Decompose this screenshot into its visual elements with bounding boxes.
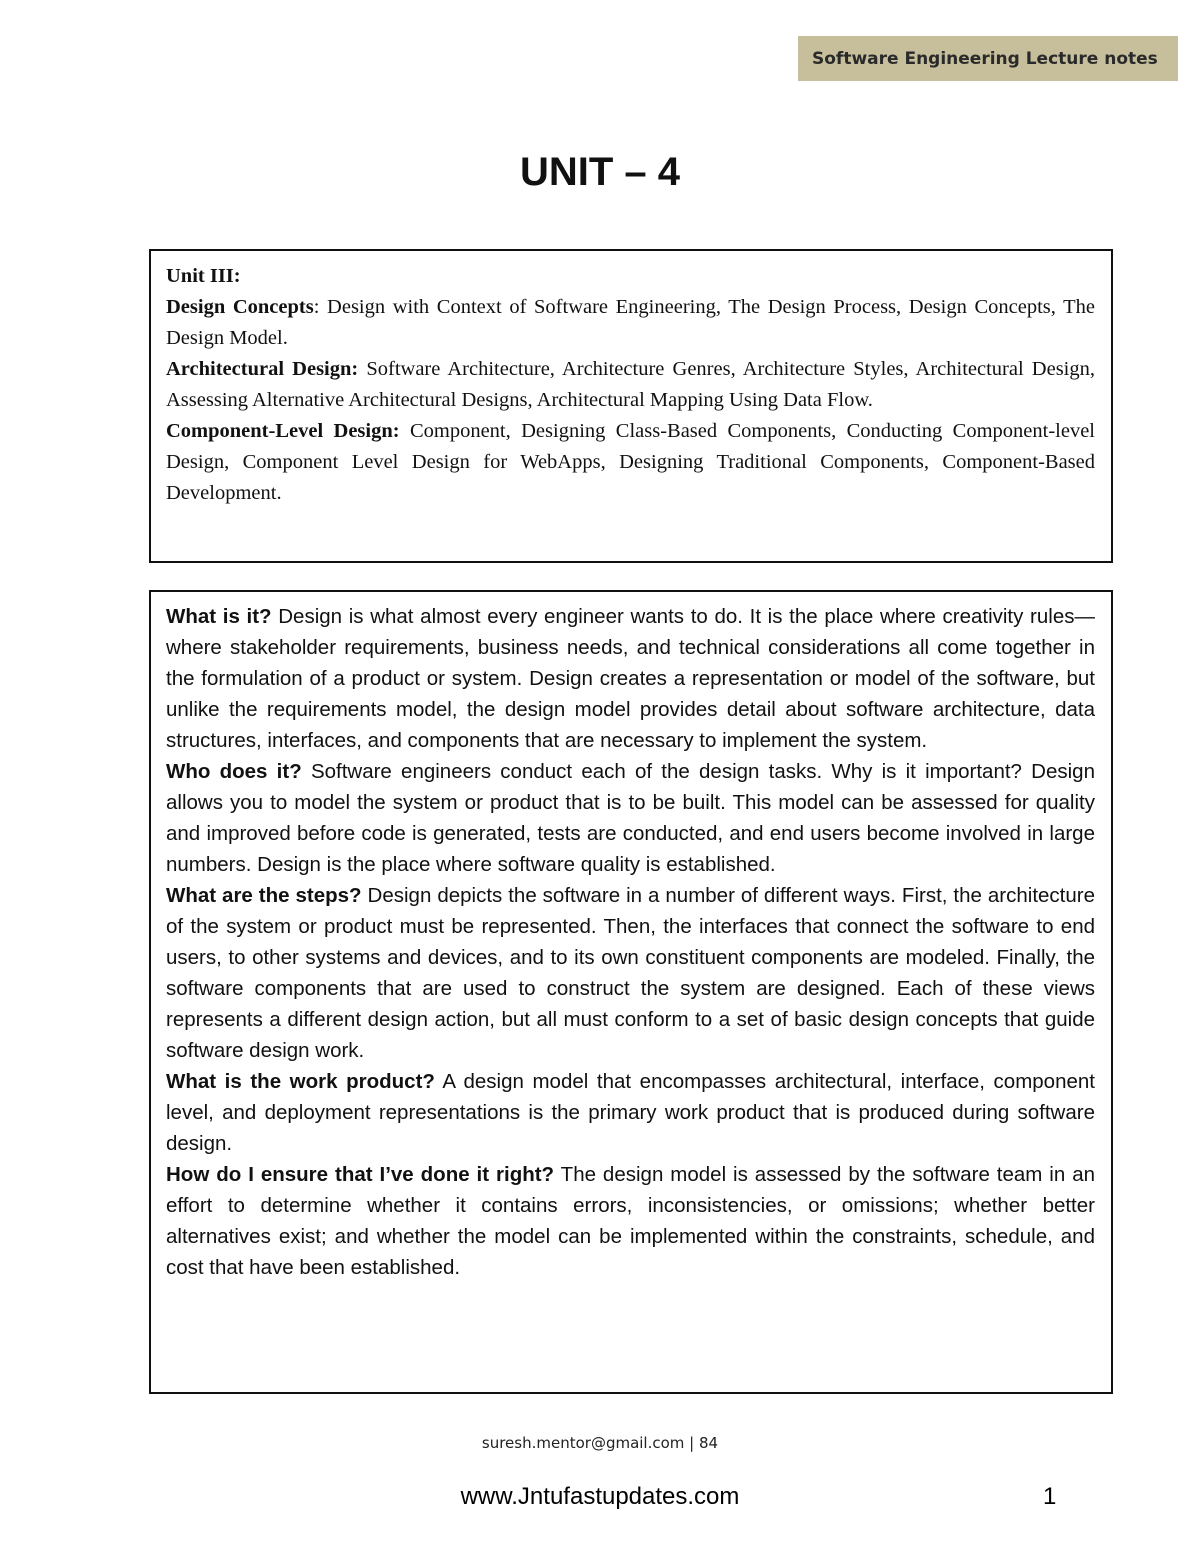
syllabus-text: Design with Context of Software Engineering, The Design Process, Design Concepts, The Design Model. [166,296,1095,349]
overview-question: What is the work product? [166,1070,435,1093]
header-tab-label: Software Engineering Lecture notes [812,48,1158,69]
overview-question: How do I ensure that I’ve done it right? [166,1163,555,1186]
overview-answer: Design depicts the software in a number of different ways. First, the architecture of the system or product must be represented. Then, the interfaces that connect the software to end users, to other systems and devices, and to its own constituent components are modeled. Finally, the software components that are used to construct the system are designed. Each of these views represents a different design action, but all must conform to a set of basic design concepts that guide software design work. [166,884,1095,1062]
syllabus-heading: Architectural Design: [166,358,359,380]
overview-question: Who does it? [166,760,302,783]
syllabus-text: Component, Designing Class-Based Components, Conducting Component-level Design, Component Level Design for WebApps, Designing Traditional Components, Component-Based Development. [166,420,1096,504]
syllabus-section [166,354,1095,416]
overview-item [166,1066,1095,1159]
overview-answer: Software engineers conduct each of the design tasks. Why is it important? Design allows you to model the system or product that is to be built. This model can be assessed for quality and improved before code is generated, tests are conducted, and end users become involved in large numbers. Design is the place where software quality is established. [166,760,1095,876]
footer-email: suresh.mentor@gmail.com | 84 [481,1434,719,1452]
header-tab [798,36,1178,81]
overview-box [149,590,1113,1394]
overview-question: What are the steps? [166,884,362,907]
syllabus-heading: Design Concepts [166,296,314,318]
overview-item [166,1159,1095,1283]
syllabus-text: Software Architecture, Architecture Genres, Architecture Styles, Architectural Design, Assessing Alternative Architectural Designs, Architectural Mapping Using Data Flow. [166,358,1095,411]
page-title: UNIT – 4 [519,150,681,194]
website-link[interactable]: www.Jntufastupdates.com [460,1483,740,1510]
page-number: 1 [1043,1483,1057,1510]
overview-item [166,756,1095,880]
overview-answer: Design is what almost every engineer wants to do. It is the place where creativity rules—where stakeholder requirements, business needs, and technical considerations all come together in the formulation of a product or system. Design creates a representation or model of the software, but unlike the requirements model, the design model provides detail about software architecture, data structures, interfaces, and components that are necessary to implement the system. [166,605,1095,752]
syllabus-box [149,249,1113,563]
overview-answer: A design model that encompasses architectural, interface, component level, and deployment representations is the primary work product that is produced during software design. [166,1070,1095,1155]
overview-item [166,880,1095,1066]
overview-item [166,601,1095,756]
syllabus-heading: Component-Level Design: [166,420,400,442]
syllabus-section [166,416,1095,509]
overview-answer: The design model is assessed by the software team in an effort to determine whether it contains errors, inconsistencies, or omissions; whether better alternatives exist; and whether the model can be implemented within the constraints, schedule, and cost that have been established. [166,1163,1096,1279]
syllabus-section: Design Concepts: Design with Context of Software Engineering, The Design Process, Design Concepts, The Design Model. [166,296,1095,349]
syllabus-unit-label: Unit III: [166,265,241,287]
overview-question: What is it? [166,605,272,628]
